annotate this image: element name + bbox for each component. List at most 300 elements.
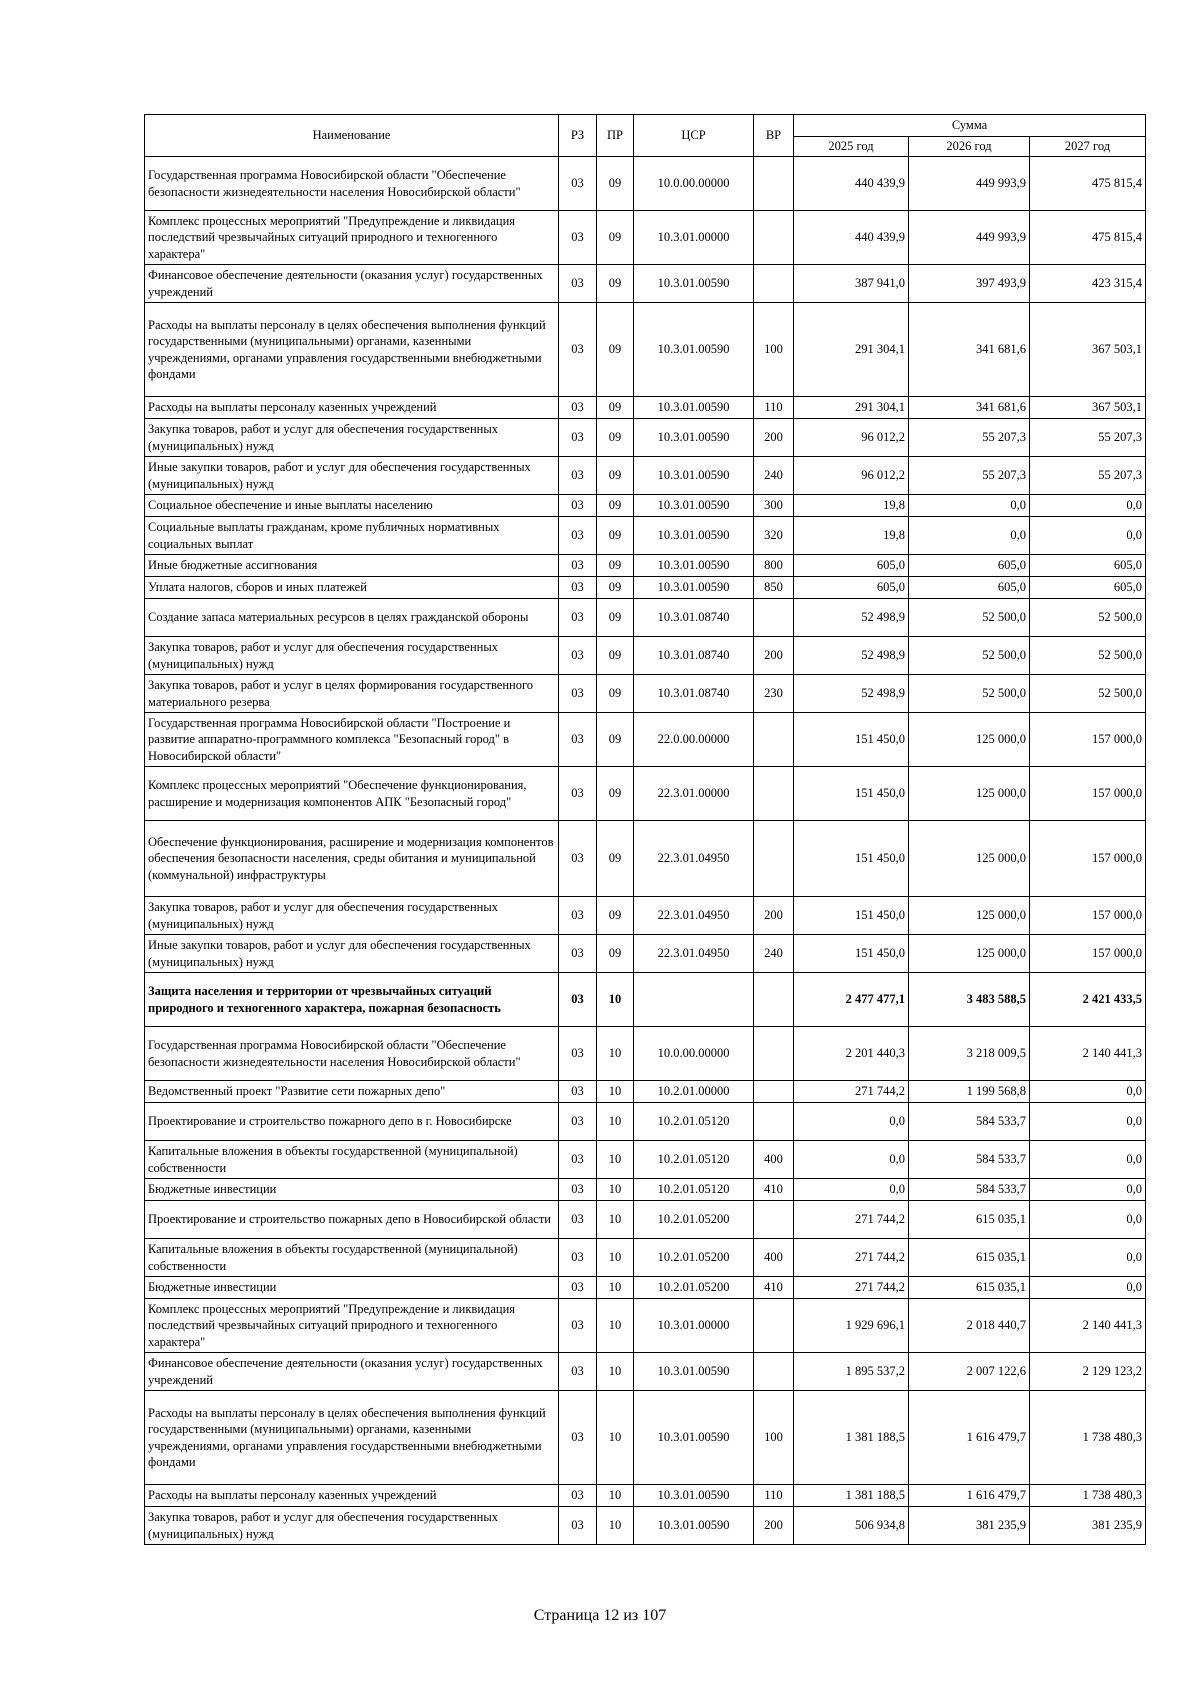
cell-rz: 03	[559, 675, 597, 713]
cell-2025: 271 744,2	[794, 1201, 909, 1239]
cell-2026: 605,0	[909, 577, 1030, 599]
budget-table	[144, 114, 1146, 1545]
cell-rz: 03	[559, 1141, 597, 1179]
cell-csr: 10.3.01.00590	[634, 555, 754, 577]
cell-2025: 291 304,1	[794, 397, 909, 419]
table-row	[145, 935, 1146, 973]
cell-name: Государственная программа Новосибирской области "Построение и развитие аппаратно-программного комплекса "Безопасный город" в Новосибирской области"	[145, 713, 559, 767]
header-year-2027: 2027 год	[1030, 137, 1146, 157]
cell-name: Социальные выплаты гражданам, кроме публичных нормативных социальных выплат	[145, 517, 559, 555]
cell-csr: 10.2.01.05200	[634, 1239, 754, 1277]
cell-name: Бюджетные инвестиции	[145, 1277, 559, 1299]
table-row	[145, 157, 1146, 211]
cell-2026: 52 500,0	[909, 675, 1030, 713]
cell-rz: 03	[559, 517, 597, 555]
header-name: Наименование	[145, 115, 559, 157]
cell-2027: 0,0	[1030, 1277, 1146, 1299]
cell-2027: 0,0	[1030, 517, 1146, 555]
cell-csr: 22.3.01.04950	[634, 935, 754, 973]
cell-2027: 2 140 441,3	[1030, 1027, 1146, 1081]
cell-pr: 10	[597, 1141, 634, 1179]
cell-vr	[754, 767, 794, 821]
cell-2025: 151 450,0	[794, 935, 909, 973]
cell-pr: 10	[597, 1507, 634, 1545]
cell-2025: 1 381 188,5	[794, 1485, 909, 1507]
cell-2025: 0,0	[794, 1141, 909, 1179]
cell-vr: 850	[754, 577, 794, 599]
cell-csr	[634, 973, 754, 1027]
cell-pr: 10	[597, 1103, 634, 1141]
table-row	[145, 495, 1146, 517]
cell-2027: 55 207,3	[1030, 457, 1146, 495]
cell-csr: 10.2.01.05120	[634, 1141, 754, 1179]
cell-pr: 09	[597, 495, 634, 517]
cell-2026: 449 993,9	[909, 211, 1030, 265]
cell-name: Комплекс процессных мероприятий "Обеспечение функционирования, расширение и модернизация компонентов АПК "Безопасный город"	[145, 767, 559, 821]
cell-vr	[754, 973, 794, 1027]
cell-vr	[754, 821, 794, 897]
cell-rz: 03	[559, 397, 597, 419]
cell-pr: 10	[597, 1485, 634, 1507]
table-row	[145, 265, 1146, 303]
cell-csr: 10.3.01.00590	[634, 1507, 754, 1545]
cell-2027: 0,0	[1030, 1103, 1146, 1141]
cell-csr: 10.2.01.05120	[634, 1103, 754, 1141]
cell-vr: 110	[754, 1485, 794, 1507]
cell-name: Финансовое обеспечение деятельности (оказания услуг) государственных учреждений	[145, 265, 559, 303]
header-vr: ВР	[754, 115, 794, 157]
cell-2026: 605,0	[909, 555, 1030, 577]
table-row	[145, 973, 1146, 1027]
cell-2027: 0,0	[1030, 1239, 1146, 1277]
cell-2026: 125 000,0	[909, 713, 1030, 767]
cell-2027: 157 000,0	[1030, 767, 1146, 821]
table-row	[145, 713, 1146, 767]
cell-name: Финансовое обеспечение деятельности (оказания услуг) государственных учреждений	[145, 1353, 559, 1391]
cell-pr: 09	[597, 897, 634, 935]
cell-name: Проектирование и строительство пожарных депо в Новосибирской области	[145, 1201, 559, 1239]
cell-csr: 10.3.01.00590	[634, 419, 754, 457]
cell-2025: 1 895 537,2	[794, 1353, 909, 1391]
cell-vr: 200	[754, 419, 794, 457]
table-row	[145, 675, 1146, 713]
table-row	[145, 1353, 1146, 1391]
table-row	[145, 1239, 1146, 1277]
cell-2027: 1 738 480,3	[1030, 1485, 1146, 1507]
cell-pr: 09	[597, 397, 634, 419]
cell-vr	[754, 1081, 794, 1103]
cell-rz: 03	[559, 935, 597, 973]
cell-name: Ведомственный проект "Развитие сети пожарных депо"	[145, 1081, 559, 1103]
cell-name: Уплата налогов, сборов и иных платежей	[145, 577, 559, 599]
cell-2027: 475 815,4	[1030, 157, 1146, 211]
header-year-2025: 2025 год	[794, 137, 909, 157]
cell-rz: 03	[559, 265, 597, 303]
cell-rz: 03	[559, 495, 597, 517]
cell-rz: 03	[559, 1299, 597, 1353]
cell-vr	[754, 1103, 794, 1141]
cell-rz: 03	[559, 1201, 597, 1239]
cell-csr: 22.0.00.00000	[634, 713, 754, 767]
cell-pr: 09	[597, 419, 634, 457]
cell-2026: 125 000,0	[909, 935, 1030, 973]
cell-2025: 605,0	[794, 555, 909, 577]
cell-csr: 10.2.01.05200	[634, 1201, 754, 1239]
header-csr: ЦСР	[634, 115, 754, 157]
cell-vr: 300	[754, 495, 794, 517]
cell-2025: 151 450,0	[794, 897, 909, 935]
cell-2027: 0,0	[1030, 495, 1146, 517]
cell-pr: 09	[597, 303, 634, 397]
cell-name: Расходы на выплаты персоналу казенных учреждений	[145, 397, 559, 419]
cell-2026: 615 035,1	[909, 1201, 1030, 1239]
cell-vr: 320	[754, 517, 794, 555]
cell-name: Комплекс процессных мероприятий "Предупреждение и ликвидация последствий чрезвычайных ситуаций природного и техногенного характера"	[145, 1299, 559, 1353]
table-row	[145, 1299, 1146, 1353]
cell-name: Расходы на выплаты персоналу в целях обеспечения выполнения функций государственными (муниципальными) органами, казенными учреждениями, органами управления государственными внебюджетными фондами	[145, 303, 559, 397]
cell-rz: 03	[559, 821, 597, 897]
cell-pr: 10	[597, 1027, 634, 1081]
table-row	[145, 577, 1146, 599]
cell-name: Расходы на выплаты персоналу в целях обеспечения выполнения функций государственными (муниципальными) органами, казенными учреждениями, органами управления государственными внебюджетными фондами	[145, 1391, 559, 1485]
cell-2027: 475 815,4	[1030, 211, 1146, 265]
cell-rz: 03	[559, 577, 597, 599]
cell-pr: 09	[597, 713, 634, 767]
cell-vr	[754, 157, 794, 211]
cell-csr: 22.3.01.00000	[634, 767, 754, 821]
cell-csr: 10.3.01.08740	[634, 675, 754, 713]
cell-rz: 03	[559, 599, 597, 637]
cell-2027: 605,0	[1030, 555, 1146, 577]
cell-2025: 605,0	[794, 577, 909, 599]
cell-pr: 10	[597, 973, 634, 1027]
cell-2027: 367 503,1	[1030, 303, 1146, 397]
cell-rz: 03	[559, 1027, 597, 1081]
cell-pr: 09	[597, 457, 634, 495]
cell-2026: 584 533,7	[909, 1103, 1030, 1141]
cell-vr: 100	[754, 1391, 794, 1485]
cell-2027: 157 000,0	[1030, 897, 1146, 935]
cell-vr: 240	[754, 935, 794, 973]
cell-2026: 3 218 009,5	[909, 1027, 1030, 1081]
cell-2026: 0,0	[909, 495, 1030, 517]
cell-2027: 605,0	[1030, 577, 1146, 599]
cell-name: Капитальные вложения в объекты государственной (муниципальной) собственности	[145, 1239, 559, 1277]
cell-csr: 10.3.01.00590	[634, 397, 754, 419]
cell-csr: 10.3.01.00590	[634, 265, 754, 303]
table-row	[145, 821, 1146, 897]
cell-csr: 10.3.01.00590	[634, 1391, 754, 1485]
cell-rz: 03	[559, 897, 597, 935]
cell-2025: 271 744,2	[794, 1277, 909, 1299]
cell-rz: 03	[559, 419, 597, 457]
cell-2027: 55 207,3	[1030, 419, 1146, 457]
cell-vr: 410	[754, 1179, 794, 1201]
cell-vr: 110	[754, 397, 794, 419]
header-year-2026: 2026 год	[909, 137, 1030, 157]
cell-name: Расходы на выплаты персоналу казенных учреждений	[145, 1485, 559, 1507]
cell-rz: 03	[559, 767, 597, 821]
cell-2026: 449 993,9	[909, 157, 1030, 211]
cell-csr: 10.3.01.08740	[634, 599, 754, 637]
cell-2025: 291 304,1	[794, 303, 909, 397]
table-row	[145, 1485, 1146, 1507]
cell-name: Иные закупки товаров, работ и услуг для обеспечения государственных (муниципальных) нужд	[145, 457, 559, 495]
cell-rz: 03	[559, 555, 597, 577]
cell-pr: 10	[597, 1299, 634, 1353]
cell-2025: 2 477 477,1	[794, 973, 909, 1027]
table-row	[145, 397, 1146, 419]
cell-rz: 03	[559, 1391, 597, 1485]
cell-csr: 10.3.01.00590	[634, 577, 754, 599]
cell-pr: 10	[597, 1391, 634, 1485]
cell-2025: 96 012,2	[794, 457, 909, 495]
cell-csr: 10.0.00.00000	[634, 157, 754, 211]
cell-2025: 387 941,0	[794, 265, 909, 303]
cell-rz: 03	[559, 973, 597, 1027]
cell-pr: 09	[597, 767, 634, 821]
cell-rz: 03	[559, 1103, 597, 1141]
table-row	[145, 1391, 1146, 1485]
cell-2026: 52 500,0	[909, 599, 1030, 637]
cell-pr: 09	[597, 211, 634, 265]
cell-vr: 200	[754, 637, 794, 675]
cell-rz: 03	[559, 1081, 597, 1103]
cell-name: Закупка товаров, работ и услуг для обеспечения государственных (муниципальных) нужд	[145, 419, 559, 457]
cell-2025: 19,8	[794, 495, 909, 517]
cell-pr: 09	[597, 637, 634, 675]
cell-name: Закупка товаров, работ и услуг в целях формирования государственного материального резерва	[145, 675, 559, 713]
cell-2025: 506 934,8	[794, 1507, 909, 1545]
cell-rz: 03	[559, 1239, 597, 1277]
cell-2026: 1 616 479,7	[909, 1391, 1030, 1485]
cell-2026: 55 207,3	[909, 457, 1030, 495]
cell-name: Закупка товаров, работ и услуг для обеспечения государственных (муниципальных) нужд	[145, 637, 559, 675]
cell-2026: 2 007 122,6	[909, 1353, 1030, 1391]
cell-vr: 400	[754, 1141, 794, 1179]
cell-vr: 230	[754, 675, 794, 713]
cell-pr: 10	[597, 1201, 634, 1239]
cell-vr	[754, 713, 794, 767]
cell-csr: 10.3.01.00590	[634, 303, 754, 397]
cell-2025: 52 498,9	[794, 675, 909, 713]
cell-2027: 1 738 480,3	[1030, 1391, 1146, 1485]
cell-2027: 2 140 441,3	[1030, 1299, 1146, 1353]
cell-2027: 423 315,4	[1030, 265, 1146, 303]
cell-name: Проектирование и строительство пожарного депо в г. Новосибирске	[145, 1103, 559, 1141]
table-row	[145, 419, 1146, 457]
table-row	[145, 1201, 1146, 1239]
table-row	[145, 303, 1146, 397]
header-pr: ПР	[597, 115, 634, 157]
cell-2025: 1 381 188,5	[794, 1391, 909, 1485]
cell-rz: 03	[559, 1353, 597, 1391]
cell-vr: 200	[754, 1507, 794, 1545]
cell-2025: 271 744,2	[794, 1239, 909, 1277]
cell-2025: 96 012,2	[794, 419, 909, 457]
cell-name: Бюджетные инвестиции	[145, 1179, 559, 1201]
cell-csr: 10.2.01.05120	[634, 1179, 754, 1201]
cell-2025: 52 498,9	[794, 599, 909, 637]
cell-vr	[754, 265, 794, 303]
cell-2027: 0,0	[1030, 1179, 1146, 1201]
cell-vr	[754, 211, 794, 265]
cell-vr	[754, 1299, 794, 1353]
cell-pr: 09	[597, 577, 634, 599]
cell-name: Государственная программа Новосибирской области "Обеспечение безопасности жизнедеятельности населения Новосибирской области"	[145, 157, 559, 211]
cell-2025: 151 450,0	[794, 713, 909, 767]
cell-csr: 10.2.01.00000	[634, 1081, 754, 1103]
cell-2026: 584 533,7	[909, 1141, 1030, 1179]
cell-pr: 09	[597, 675, 634, 713]
cell-name: Государственная программа Новосибирской области "Обеспечение безопасности жизнедеятельности населения Новосибирской области"	[145, 1027, 559, 1081]
cell-pr: 09	[597, 935, 634, 973]
cell-2025: 151 450,0	[794, 767, 909, 821]
table-row	[145, 637, 1146, 675]
cell-rz: 03	[559, 157, 597, 211]
cell-pr: 10	[597, 1277, 634, 1299]
cell-name: Создание запаса материальных ресурсов в целях гражданской обороны	[145, 599, 559, 637]
cell-rz: 03	[559, 1277, 597, 1299]
cell-name: Иные закупки товаров, работ и услуг для обеспечения государственных (муниципальных) нужд	[145, 935, 559, 973]
table-row	[145, 1103, 1146, 1141]
cell-pr: 09	[597, 517, 634, 555]
cell-rz: 03	[559, 1179, 597, 1201]
cell-rz: 03	[559, 303, 597, 397]
table-row	[145, 1141, 1146, 1179]
cell-vr: 200	[754, 897, 794, 935]
table-row	[145, 1081, 1146, 1103]
cell-2027: 2 421 433,5	[1030, 973, 1146, 1027]
cell-2026: 2 018 440,7	[909, 1299, 1030, 1353]
cell-2026: 1 616 479,7	[909, 1485, 1030, 1507]
cell-rz: 03	[559, 713, 597, 767]
cell-name: Капитальные вложения в объекты государственной (муниципальной) собственности	[145, 1141, 559, 1179]
cell-pr: 09	[597, 157, 634, 211]
table-row	[145, 211, 1146, 265]
table-row	[145, 1507, 1146, 1545]
cell-pr: 10	[597, 1081, 634, 1103]
cell-rz: 03	[559, 637, 597, 675]
cell-name: Комплекс процессных мероприятий "Предупреждение и ликвидация последствий чрезвычайных ситуаций природного и техногенного характера"	[145, 211, 559, 265]
cell-csr: 10.0.00.00000	[634, 1027, 754, 1081]
cell-2026: 55 207,3	[909, 419, 1030, 457]
header-rz: РЗ	[559, 115, 597, 157]
cell-csr: 10.3.01.08740	[634, 637, 754, 675]
cell-rz: 03	[559, 211, 597, 265]
cell-2026: 397 493,9	[909, 265, 1030, 303]
cell-2026: 1 199 568,8	[909, 1081, 1030, 1103]
cell-csr: 10.2.01.05200	[634, 1277, 754, 1299]
table-row	[145, 457, 1146, 495]
cell-rz: 03	[559, 1485, 597, 1507]
cell-pr: 09	[597, 599, 634, 637]
cell-rz: 03	[559, 457, 597, 495]
cell-2025: 271 744,2	[794, 1081, 909, 1103]
cell-2026: 0,0	[909, 517, 1030, 555]
cell-2025: 19,8	[794, 517, 909, 555]
cell-vr	[754, 1027, 794, 1081]
cell-2025: 440 439,9	[794, 211, 909, 265]
cell-2027: 0,0	[1030, 1141, 1146, 1179]
cell-name: Закупка товаров, работ и услуг для обеспечения государственных (муниципальных) нужд	[145, 1507, 559, 1545]
cell-csr: 10.3.01.00590	[634, 1353, 754, 1391]
cell-pr: 10	[597, 1353, 634, 1391]
cell-csr: 10.3.01.00590	[634, 1485, 754, 1507]
cell-csr: 10.3.01.00000	[634, 1299, 754, 1353]
cell-2026: 3 483 588,5	[909, 973, 1030, 1027]
cell-csr: 10.3.01.00590	[634, 495, 754, 517]
cell-2027: 0,0	[1030, 1081, 1146, 1103]
cell-csr: 10.3.01.00590	[634, 517, 754, 555]
cell-csr: 10.3.01.00590	[634, 457, 754, 495]
cell-vr	[754, 599, 794, 637]
table-row	[145, 1179, 1146, 1201]
cell-2027: 157 000,0	[1030, 935, 1146, 973]
header-sum: Сумма	[794, 115, 1146, 137]
cell-2026: 584 533,7	[909, 1179, 1030, 1201]
cell-2025: 151 450,0	[794, 821, 909, 897]
cell-vr: 100	[754, 303, 794, 397]
cell-2026: 125 000,0	[909, 821, 1030, 897]
cell-name: Закупка товаров, работ и услуг для обеспечения государственных (муниципальных) нужд	[145, 897, 559, 935]
cell-2027: 52 500,0	[1030, 675, 1146, 713]
cell-vr: 800	[754, 555, 794, 577]
cell-2027: 2 129 123,2	[1030, 1353, 1146, 1391]
cell-csr: 10.3.01.00000	[634, 211, 754, 265]
cell-vr: 410	[754, 1277, 794, 1299]
cell-2027: 367 503,1	[1030, 397, 1146, 419]
cell-2025: 0,0	[794, 1103, 909, 1141]
cell-csr: 22.3.01.04950	[634, 897, 754, 935]
cell-2025: 1 929 696,1	[794, 1299, 909, 1353]
cell-2026: 615 035,1	[909, 1239, 1030, 1277]
cell-pr: 09	[597, 821, 634, 897]
cell-pr: 09	[597, 265, 634, 303]
cell-2027: 381 235,9	[1030, 1507, 1146, 1545]
cell-vr: 240	[754, 457, 794, 495]
cell-pr: 10	[597, 1179, 634, 1201]
table-body	[145, 157, 1146, 1545]
cell-2027: 157 000,0	[1030, 821, 1146, 897]
table-row	[145, 599, 1146, 637]
cell-2026: 381 235,9	[909, 1507, 1030, 1545]
table-row	[145, 897, 1146, 935]
table-row	[145, 767, 1146, 821]
cell-name: Иные бюджетные ассигнования	[145, 555, 559, 577]
cell-2027: 0,0	[1030, 1201, 1146, 1239]
cell-name: Защита населения и территории от чрезвычайных ситуаций природного и техногенного характера, пожарная безопасность	[145, 973, 559, 1027]
cell-2026: 615 035,1	[909, 1277, 1030, 1299]
cell-vr: 400	[754, 1239, 794, 1277]
cell-rz: 03	[559, 1507, 597, 1545]
cell-vr	[754, 1353, 794, 1391]
cell-2026: 341 681,6	[909, 397, 1030, 419]
cell-2026: 52 500,0	[909, 637, 1030, 675]
cell-2025: 52 498,9	[794, 637, 909, 675]
cell-2027: 157 000,0	[1030, 713, 1146, 767]
table-row	[145, 1027, 1146, 1081]
page-number: Страница 12 из 107	[533, 1607, 667, 1624]
cell-2025: 440 439,9	[794, 157, 909, 211]
cell-2026: 125 000,0	[909, 767, 1030, 821]
cell-2027: 52 500,0	[1030, 637, 1146, 675]
cell-2025: 2 201 440,3	[794, 1027, 909, 1081]
table-row	[145, 517, 1146, 555]
table-row	[145, 555, 1146, 577]
cell-pr: 10	[597, 1239, 634, 1277]
cell-pr: 09	[597, 555, 634, 577]
